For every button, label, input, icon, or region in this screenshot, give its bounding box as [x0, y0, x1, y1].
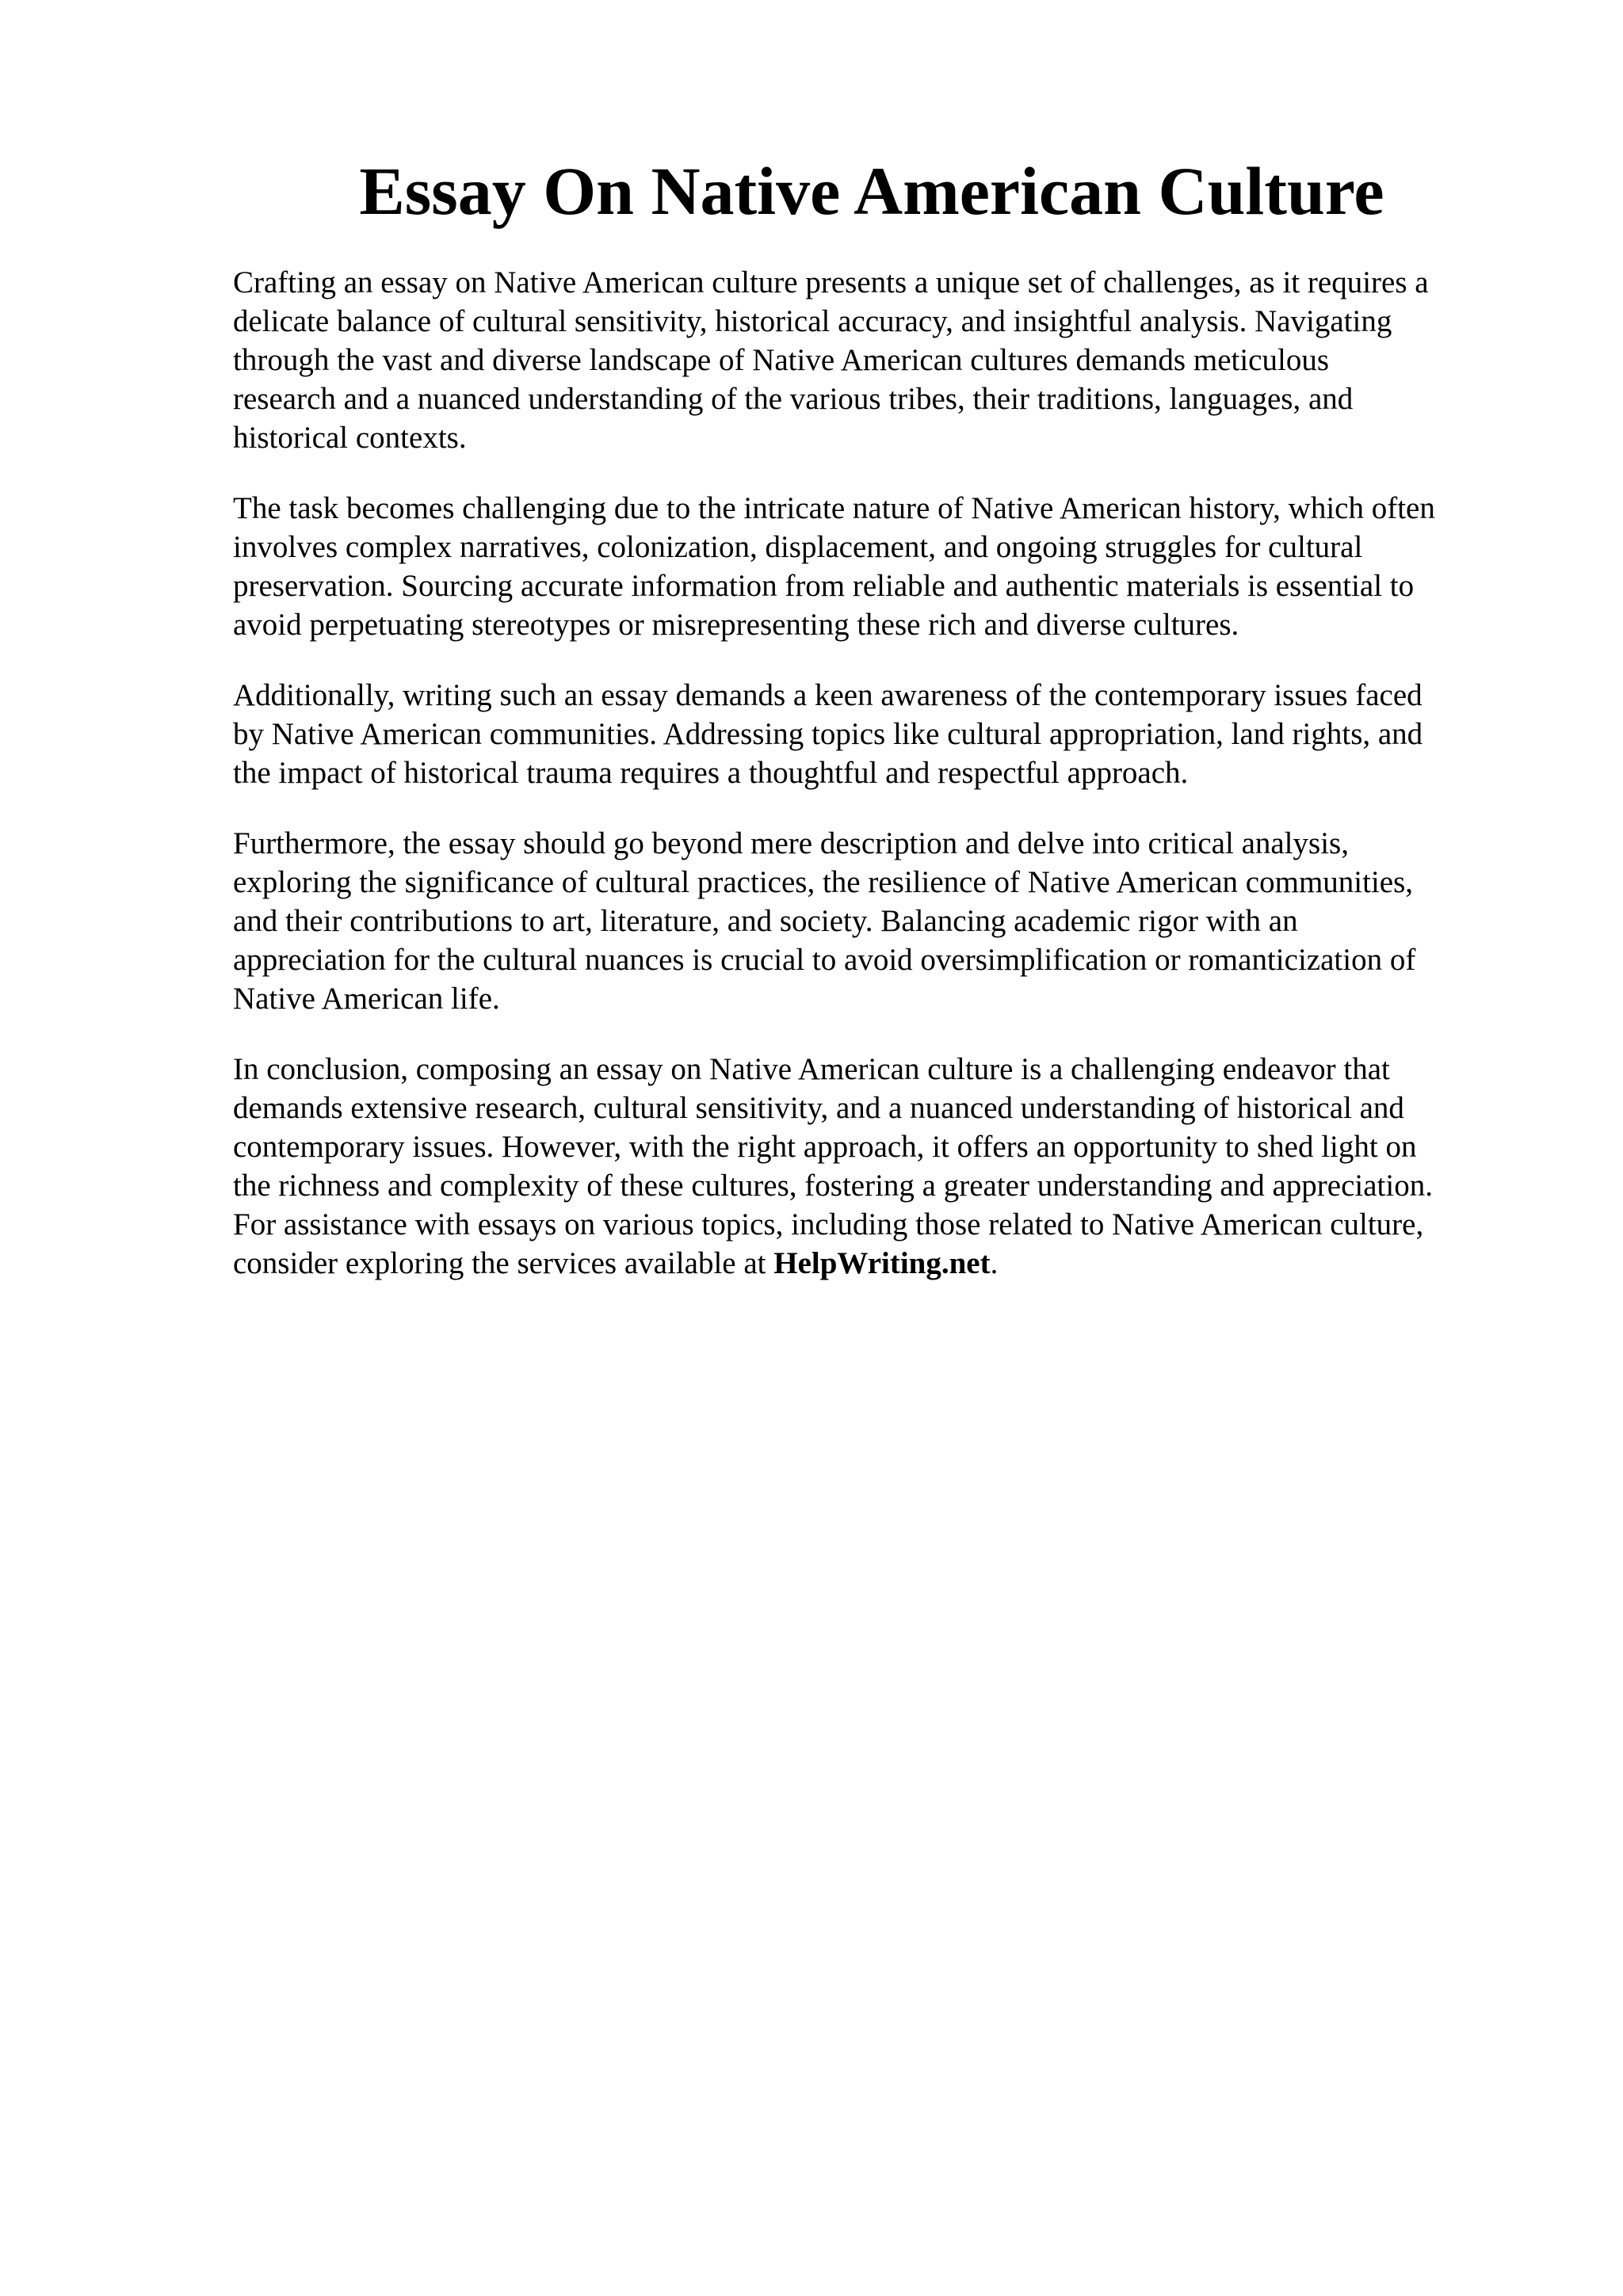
paragraph-line: historical contexts.	[233, 421, 467, 455]
paragraph-4	[233, 824, 1541, 1018]
paragraph-1	[233, 263, 1541, 457]
paragraph-line: Furthermore, the essay should go beyond mere description and delve into critical analysis,	[233, 826, 1349, 860]
paragraph-2	[233, 489, 1541, 644]
paragraph-line: exploring the significance of cultural practices, the resilience of Native American communities,	[233, 865, 1414, 899]
paragraph-line: preservation. Sourcing accurate information from reliable and authentic materials is essential to	[233, 569, 1415, 603]
paragraph-line: Additionally, writing such an essay demands a keen awareness of the contemporary issues faced	[233, 678, 1423, 712]
paragraph-line: the richness and complexity of these cultures, fostering a greater understanding and appreciation.	[233, 1169, 1433, 1203]
document-title: Essay On Native American Culture	[359, 153, 1384, 229]
paragraph-line: delicate balance of cultural sensitivity, historical accuracy, and insightful analysis. Navigating	[233, 304, 1392, 338]
paragraph-3	[233, 676, 1541, 792]
last-line-suffix: .	[990, 1246, 999, 1280]
last-line-prefix: consider exploring the services available at	[233, 1246, 774, 1280]
paragraph-line: by Native American communities. Addressing topics like cultural appropriation, land rights, and	[233, 717, 1423, 751]
paragraph-line: and their contributions to art, literature, and society. Balancing academic rigor with an	[233, 904, 1298, 938]
paragraph-line: appreciation for the cultural nuances is crucial to avoid oversimplification or romanticization of	[233, 943, 1416, 977]
paragraph-line: For assistance with essays on various topics, including those related to Native American culture,	[233, 1207, 1424, 1241]
paragraph-line: through the vast and diverse landscape of Native American cultures demands meticulous	[233, 343, 1329, 377]
paragraph-line: Native American life.	[233, 982, 500, 1016]
paragraph-line: demands extensive research, cultural sensitivity, and a nuanced understanding of historical and	[233, 1091, 1404, 1125]
paragraph-line: the impact of historical trauma requires a thoughtful and respectful approach.	[233, 756, 1189, 790]
paragraph-line: research and a nuanced understanding of the various tribes, their traditions, languages, and	[233, 382, 1354, 416]
document-body	[233, 263, 1541, 1314]
paragraph-line: Crafting an essay on Native American culture presents a unique set of challenges, as it requires a	[233, 265, 1429, 299]
paragraph-line: avoid perpetuating stereotypes or misrepresenting these rich and diverse cultures.	[233, 608, 1239, 642]
paragraph-5	[233, 1050, 1541, 1283]
paragraph-line: contemporary issues. However, with the right approach, it offers an opportunity to shed light on	[233, 1130, 1417, 1164]
paragraph-line: In conclusion, composing an essay on Native American culture is a challenging endeavor that	[233, 1052, 1390, 1086]
paragraph-last-line	[233, 1244, 1541, 1283]
paragraph-line: involves complex narratives, colonization, displacement, and ongoing struggles for cultural	[233, 530, 1363, 564]
helpwriting-link[interactable]: HelpWriting.net	[773, 1246, 991, 1280]
paragraph-line: The task becomes challenging due to the intricate nature of Native American history, which often	[233, 491, 1435, 525]
